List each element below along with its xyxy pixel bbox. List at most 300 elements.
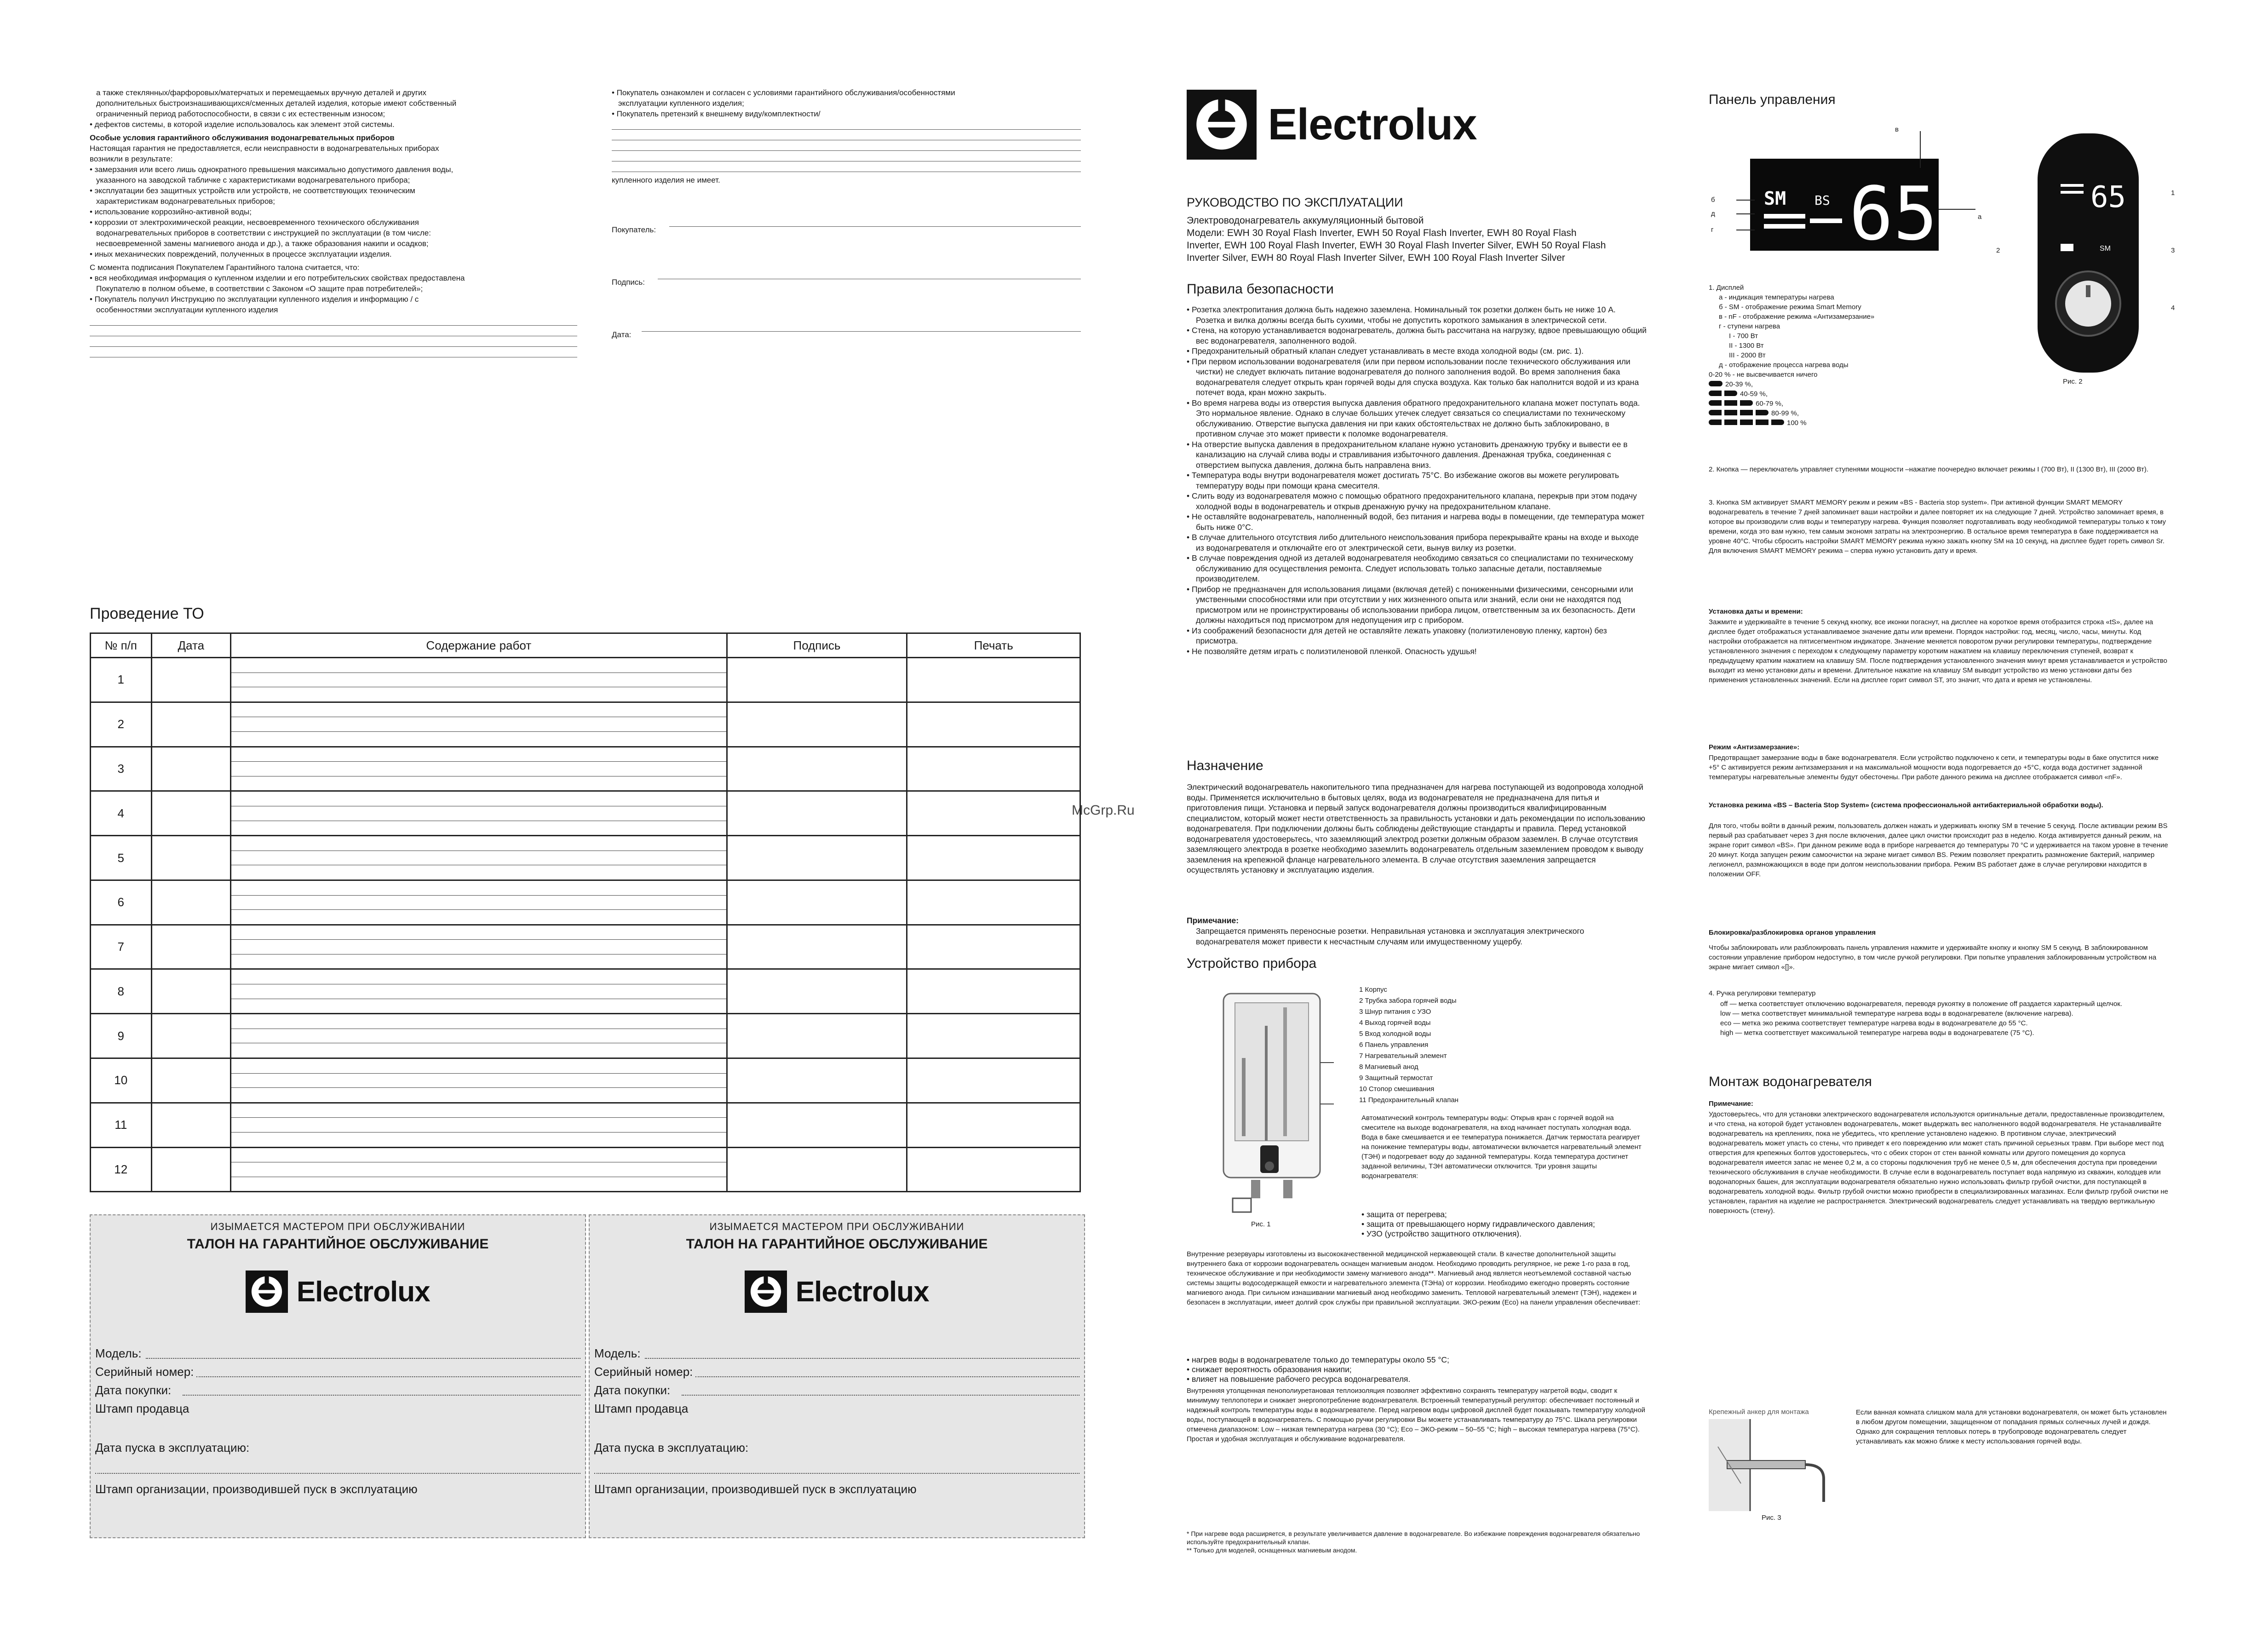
safety-item: • На отверстие выпуска давления в предохранительном клапане нужно установить дренажную трубку и вывести ее в канализацию на случай слива воды и стравливания избыточного давления. Дренажная трубка, соединенная с отверстием выпуска давления, должна быть направлена вниз. (1187, 439, 1647, 471)
to-content-line[interactable] (231, 776, 726, 791)
to-content-line[interactable] (231, 1059, 726, 1074)
protection-list (1361, 1210, 1647, 1239)
to-row-content[interactable] (230, 1014, 727, 1058)
bs-text: Для того, чтобы войти в данный режим, пользователь должен нажать и удерживать кнопку SM в течение 5 секунд. После активации режим BS первый раз срабатывает через 3 дня после включения, далее цикл очистки происходит раз в неделю. Когда активируется данный режим, на экране горит символ «BS». При данном режиме вода в приборе нагревается до температуры 70 °С и удерживается на таком уровне в течение 20 минут. Когда запущен режим самоочистки на экране мигает символ BS. Режим позволяет прекратить размножение бактерий, например легионелл, размножающихся в воде при долгом неиспользовании прибора. Режим BS работает даже в случае регулировки находится в положении OFF. (1709, 822, 2168, 878)
control-panel-diagram (2015, 133, 2162, 377)
display-icon (1718, 122, 2003, 274)
to-content-line[interactable] (231, 1118, 726, 1133)
progress-20-label: 20-39 %, (1725, 380, 1753, 388)
electrolux-logo-icon (1187, 90, 1257, 160)
to-content-line[interactable] (231, 1043, 726, 1058)
to-content-line[interactable] (231, 1133, 726, 1147)
to-content-line[interactable] (231, 717, 726, 732)
intro-line: ограниченный период работоспособности, в связи с их естественным износом; (96, 109, 385, 118)
progress-40 (1709, 389, 1985, 399)
device-title: Устройство прибора (1187, 956, 1317, 971)
coupon-serial[interactable] (594, 1365, 1079, 1379)
to-row-stamp[interactable] (907, 791, 1080, 836)
progress-20 (1709, 379, 1985, 389)
note-text: Запрещается применять переносные розетки. Неправильная установка и эксплуатация электрического водонагревателя может привести к несчастным случаям или имущественному ущербу. (1196, 926, 1585, 946)
special-line: • использование коррозийно-активной воды; (90, 207, 252, 216)
safety-item: • Предохранительный обратный клапан следует устанавливать в месте входа холодной воды (см. рис. 1). (1187, 346, 1647, 356)
special-line: несвоевременной замены магниевого анода и др.), а также образования накипи и осадков; (96, 239, 429, 248)
to-row-date[interactable] (151, 791, 230, 836)
safety-item: • Во время нагрева воды из отверстия выпуска давления обратного предохранительного клапана может поступать вода. Это нормальное явление. Однако в случае больших утечек следует связаться со специалистами по техническому обслуживанию. Отверстие выпуска давления ни при каких обстоятельствах не должно быть заблокировано, в противном случае это может привести к поломке водонагревателя. (1187, 398, 1647, 439)
safety-item: • Розетка электропитания должна быть надежно заземлена. Номинальный ток розетки должен быть не ниже 10 А. Розетка и вилка должны всегда быть сухими, чтобы не допустить короткого замыкания в электрической сети. (1187, 305, 1647, 325)
panel-digits-text: 65 (2090, 180, 2126, 214)
to-row-signature[interactable] (727, 747, 907, 791)
to-row-number: 10 (91, 1058, 152, 1103)
to-row (91, 791, 1080, 836)
to-row-stamp[interactable] (907, 880, 1080, 925)
blank-line[interactable] (612, 151, 1081, 161)
to-row-content[interactable] (230, 747, 727, 791)
knob-title: 4. Ручка регулировки температур (1709, 989, 1816, 997)
power-knob-text: 2. Кнопка — переключатель управляет ступенями мощности –нажатие поочередно включает режимы I (700 Вт), II (1300 Вт), III (2000 Вт). (1709, 466, 2149, 473)
buyer-field[interactable] (669, 226, 1081, 227)
eco-item: • влияет на повышение рабочего ресурса водонагревателя. (1187, 1374, 1647, 1384)
blank-line[interactable] (612, 140, 1081, 151)
manual-header (1187, 195, 1651, 264)
parts-list (1359, 984, 1458, 1106)
purpose-title: Назначение (1187, 758, 1263, 773)
models-line: Inverter, EWH 100 Royal Flash Inverter, EWH 30 Royal Flash Inverter Silver, EWH 50 Royal Flash (1187, 240, 1606, 251)
to-row-date[interactable] (151, 836, 230, 880)
to-row-number: 8 (91, 969, 152, 1014)
to-row (91, 836, 1080, 880)
display-diagram (1718, 122, 2003, 274)
warranty-intro (90, 87, 577, 357)
display-digits-text: 65 (1849, 171, 1938, 257)
coupon-purchase-date[interactable] (594, 1383, 1079, 1397)
to-row-stamp[interactable] (907, 658, 1080, 702)
coupon-seller-stamp: Штамп продавца (594, 1402, 689, 1415)
coupon-launch-date: Дата пуска в эксплуатацию: (95, 1441, 250, 1455)
warranty-coupon-2 (589, 1214, 1085, 1538)
protection-item: • защита от превышающего норму гидравлического давления; (1361, 1219, 1647, 1229)
knob-list (1720, 999, 2169, 1038)
to-header-stamp: Печать (907, 633, 1080, 658)
antifreeze-text: Предотвращает замерзание воды в баке водонагревателя. Если устройство подключено к сети, и температуры воды в баке опустится ниже +5° С активируется режим антизамерзания и на максимальной мощности вода подогревается до +5°С, когда вода достигнет заданной температуры нагревательные элементы будут обесточены. При работе данного режима на дисплее отображается символ «nF». (1709, 754, 2159, 781)
display-bs-text: BS (1814, 193, 1830, 208)
safety-item: • Не оставляйте водонагреватель, наполненный водой, без питания и нагрева воды в помещении, где температура может быть ниже 0°С. (1187, 512, 1647, 532)
display-item: II - 1300 Вт (1729, 342, 1764, 350)
to-row-number: 9 (91, 1014, 152, 1058)
to-content-line[interactable] (231, 747, 726, 762)
to-row-number: 3 (91, 747, 152, 791)
sign-label: Подпись: (612, 278, 645, 287)
to-content-line[interactable] (231, 673, 726, 688)
coupon-purchase-label: Дата покупки: (95, 1383, 172, 1397)
lock-title: Блокировка/разблокировка органов управления (1709, 929, 1876, 937)
to-row-stamp[interactable] (907, 702, 1080, 747)
footnotes (1187, 1529, 1647, 1554)
brand-name: Electrolux (1268, 100, 1477, 149)
to-row-content[interactable] (230, 702, 727, 747)
heater-diagram (1214, 989, 1334, 1219)
display-item: а - индикация температуры нагрева (1719, 293, 1834, 301)
models-line: Inverter Silver, EWH 80 Royal Flash Inverter Silver, EWH 100 Royal Flash Inverter Silver (1187, 253, 1565, 263)
mid-line: • Покупатель ознакомлен и согласен с условиями гарантийного обслуживания/особенностями (612, 88, 955, 97)
date-label: Дата: (612, 330, 632, 339)
to-row-signature[interactable] (727, 1058, 907, 1103)
coupon-title: ТАЛОН НА ГАРАНТИЙНОЕ ОБСЛУЖИВАНИЕ (187, 1236, 489, 1252)
to-row-date[interactable] (151, 702, 230, 747)
to-row-date[interactable] (151, 658, 230, 702)
eco-list (1187, 1355, 1647, 1384)
to-content-line[interactable] (231, 1029, 726, 1044)
date-field[interactable] (642, 331, 1081, 332)
product-name: Электроводонагреватель аккумуляционный бытовой (1187, 215, 1424, 226)
fig1-caption: Рис. 1 (1251, 1220, 1271, 1228)
to-row (91, 1103, 1080, 1147)
display-letter-b: б (1711, 196, 1715, 204)
to-row-content[interactable] (230, 836, 727, 880)
footnote: * При нагреве вода расширяется, в результате увеличивается давление в водонагревателе. Во избежание повреждения водонагревателя обязательно используйте предохранительный клапан. (1187, 1530, 1640, 1546)
to-content-line[interactable] (231, 1104, 726, 1118)
protection-item: • защита от перегрева; (1361, 1210, 1647, 1219)
special-line: • замерзания или всего лишь однократного превышения максимально допустимого давления воды, (90, 165, 454, 174)
part-item: 10 Стопор смешивания (1359, 1085, 1435, 1093)
to-content-line[interactable] (231, 821, 726, 835)
part-item: 4 Выход горячей воды (1359, 1019, 1431, 1027)
to-header-date: Дата (151, 633, 230, 658)
mount-title: Монтаж водонагревателя (1709, 1074, 1872, 1089)
to-row-content[interactable] (230, 1103, 727, 1147)
fig3-caption: Рис. 3 (1762, 1514, 1781, 1522)
electrolux-logo-icon (246, 1271, 288, 1313)
special-line: характеристикам водонагревательных приборов; (96, 197, 276, 206)
to-row-date[interactable] (151, 1014, 230, 1058)
to-row-content[interactable] (230, 791, 727, 836)
lock-text: Чтобы заблокировать или разблокировать панель управления нажмите и удерживайте кнопку и кнопку SM 5 секунд. В заблокированном состоянии управление прибором недоступно, в том числе ручкой регулировки. При попытке управления заблокированным устройством на экране мигает символ «[]». (1709, 944, 2157, 971)
coupon-model[interactable] (594, 1346, 1079, 1361)
panel-callout-1: 1 (2171, 189, 2175, 197)
to-content-line[interactable] (231, 984, 726, 999)
safety-title: Правила безопасности (1187, 282, 1334, 297)
to-content-line[interactable] (231, 1074, 726, 1088)
display-letter-g: г (1711, 226, 1714, 234)
coupon-model-label: Модель: (95, 1346, 142, 1360)
bath-text: Если ванная комната слишком мала для установки водонагревателя, он может быть установлен в любом другом помещении, защищенном от попадания прямых солнечных лучей и дождя. Однако для сокращения тепловых потерь в трубопроводе водонагреватель следует устанавливать как можно ближе к месту использования горячей воды. (1856, 1409, 2167, 1445)
progress-60-label: 60-79 %, (1756, 400, 1784, 408)
part-item: 11 Предохранительный клапан (1359, 1096, 1458, 1104)
safety-item: • Прибор не предназначен для использования лицами (включая детей) с пониженными физическими, сенсорными или умственными способностями или при отсутствии у них жизненного опыта или знаний, если они не находятся под присмотром или не проинструктированы об использовании прибора лицом, ответственным за их безопасность. Дети должны находиться под присмотром для недопущения игр с прибором. (1187, 584, 1647, 626)
to-content-line[interactable] (231, 1148, 726, 1163)
part-item: 3 Шнур питания с УЗО (1359, 1008, 1431, 1016)
to-row-date[interactable] (151, 1147, 230, 1192)
to-row-date[interactable] (151, 1058, 230, 1103)
to-row-date[interactable] (151, 969, 230, 1014)
display-letter-v: в (1895, 126, 1899, 133)
coupon-line[interactable] (594, 1473, 1079, 1474)
to-row-signature[interactable] (727, 969, 907, 1014)
to-header-content: Содержание работ (230, 633, 727, 658)
blank-line[interactable] (90, 315, 577, 326)
progress-80-label: 80-99 %, (1771, 409, 1799, 417)
to-title: Проведение ТО (90, 605, 204, 622)
special-line: • коррозии от электрохимической реакции, несвоевременного технического обслуживания (90, 218, 419, 227)
watermark: McGrp.Ru (1072, 803, 1135, 818)
coupon-org-stamp: Штамп организации, производившей пуск в эксплуатацию (95, 1482, 418, 1496)
to-row-content[interactable] (230, 925, 727, 969)
to-row-signature[interactable] (727, 791, 907, 836)
mount-note: Примечание: (1709, 1100, 1753, 1108)
to-content-line[interactable] (231, 1177, 726, 1191)
to-row (91, 1058, 1080, 1103)
to-row-stamp[interactable] (907, 1147, 1080, 1192)
display-item: г - ступени нагрева (1719, 322, 1780, 330)
to-content-line[interactable] (231, 658, 726, 673)
to-row-content[interactable] (230, 969, 727, 1014)
to-content-line[interactable] (231, 970, 726, 984)
to-row-stamp[interactable] (907, 1058, 1080, 1103)
to-header-signature: Подпись (727, 633, 907, 658)
coupon-model[interactable] (95, 1346, 580, 1361)
to-content-line[interactable] (231, 1162, 726, 1177)
progress-40-label: 40-59 %, (1740, 390, 1768, 398)
to-content-line[interactable] (231, 999, 726, 1013)
blank-line[interactable] (612, 119, 1081, 130)
to-content-line[interactable] (231, 851, 726, 866)
coupon-brand: Electrolux (296, 1276, 430, 1308)
mid-line: эксплуатации купленного изделия; (618, 99, 744, 108)
part-item: 7 Нагревательный элемент (1359, 1052, 1447, 1060)
part-item: 8 Магниевый анод (1359, 1063, 1418, 1071)
to-row-stamp[interactable] (907, 925, 1080, 969)
to-row-number: 1 (91, 658, 152, 702)
safety-list (1187, 305, 1647, 656)
to-row-signature[interactable] (727, 836, 907, 880)
to-content-line[interactable] (231, 926, 726, 940)
coupon-seller-stamp: Штамп продавца (95, 1402, 189, 1415)
display-item: в - nF - отображение режима «Антизамерзание» (1719, 313, 1875, 321)
intro-line: • дефектов системы, в которой изделие использовалось как элемент этой системы. (90, 120, 395, 129)
sm-knob-text: 3. Кнопка SM активирует SMART MEMORY режим и режим «BS - Bacteria stop system». При активной функции SMART MEMORY водонагреватель в течение 7 дней запоминает ваши настройки и далее повторяет их на следующие 7 дней. Устройство запоминает время, в которое вы производили слив воды и температуру нагрева. Функция позволяет подготавливать воду необходимой температуры только к тому времени, когда это вам нужно, тем самым экономя затраты на электроэнергию. В остальное время температура в баке поддерживается на уровне 40°С. Чтобы сбросить настройки SMART MEMORY режима нужно зажать кнопку SM на 10 секунд, на дисплее будет гореть символ Sr. Для включения SMART MEMORY режима – сперва нужно установить дату и время. (1709, 499, 2166, 555)
to-content-line[interactable] (231, 896, 726, 910)
panel-sm-text: SM (2100, 245, 2111, 253)
progress-100 (1709, 418, 1985, 428)
to-row (91, 1147, 1080, 1192)
to-row-date[interactable] (151, 1103, 230, 1147)
bs-title: Установка режима «BS – Bacteria Stop System» (система профессиональной антибактериальной обработки воды). (1709, 801, 2103, 809)
to-row-date[interactable] (151, 747, 230, 791)
safety-item: • Слить воду из водонагревателя можно с помощью обратного предохранительного клапана, перекрыв при этом подачу холодной воды в водонагреватель и открыв дренажную ручку на предохранительном клапане. (1187, 491, 1647, 512)
to-header-num: № п/п (91, 633, 152, 658)
display-letter-a: а (1978, 213, 1982, 221)
coupon-purchase-date[interactable] (95, 1383, 580, 1397)
buyer-label: Покупатель: (612, 225, 656, 234)
to-row-stamp[interactable] (907, 1103, 1080, 1147)
coupon-org-stamp: Штамп организации, производившей пуск в эксплуатацию (594, 1482, 917, 1496)
auto-control-text: Автоматический контроль температуры воды: Открыв кран с горячей водой на смесителе на выходе водонагревателя, на вход начинает поступать холодная вода. Вода в баке смешивается и ее температура понижается. Датчик термостата реагирует на понижение температуры воды, автоматически включается нагревательный элемент (ТЭН) и подогревает воду до заданной температуры. Когда температура достигнет заданной величины, ТЭН автоматически отключится. Три уровня защиты водонагревателя: (1361, 1114, 1642, 1180)
to-row-date[interactable] (151, 880, 230, 925)
to-row-number: 2 (91, 702, 152, 747)
to-content-line[interactable] (231, 703, 726, 718)
safety-item: • Стена, на которую устанавливается водонагреватель, должна быть рассчитана на нагрузку, вдвое превышающую общий вес водонагревателя, заполненного водой. (1187, 325, 1647, 346)
to-row-signature[interactable] (727, 880, 907, 925)
blank-line[interactable] (612, 130, 1081, 140)
to-row-signature[interactable] (727, 1147, 907, 1192)
display-item: III - 2000 Вт (1729, 351, 1766, 359)
to-content-line[interactable] (231, 1088, 726, 1102)
models-line: Модели: EWH 30 Royal Flash Inverter, EWH 50 Royal Flash Inverter, EWH 80 Royal Flash (1187, 228, 1577, 238)
coupon-serial-label: Серийный номер: (594, 1365, 693, 1379)
signing-line: • вся необходимая информация о купленном изделии и его потребительских свойствах предоставлена (90, 274, 465, 282)
blank-line[interactable] (612, 161, 1081, 172)
progress-60 (1709, 399, 1985, 408)
fig2-caption: Рис. 2 (2063, 378, 2083, 385)
time-text: Зажмите и удерживайте в течение 5 секунд кнопку, все иконки погаснут, на дисплее на короткое время отобразится строка «tS», далее на дисплее будет отображаться устанавливаемое значение даты или времени. Порядок настройки: год, месяц, число, часы, минуты. Код настройки отображается на пятисегментном индикаторе. Значение меняется поворотом ручки регулировки температуры, подтверждение установленного значения с переходом к следующему параметру коротким нажатием на клавишу переключения ступеней, возврат к предыдущему кратким нажатием на клавишу SM. После подтверждения установленного значения минут время устанавливается и устройство выходит из меню установки даты и времени. Длительное нажатие на клавишу SM выводит устройство из меню установки даты без применения установленных значений. Если на дисплее горит символ ST, это значит, что дата и время не установлены. (1709, 618, 2167, 684)
to-row-number: 4 (91, 791, 152, 836)
special-line: возникли в результате: (90, 155, 173, 163)
to-row (91, 1014, 1080, 1058)
to-table (90, 632, 1081, 1192)
coupon-title: ТАЛОН НА ГАРАНТИЙНОЕ ОБСЛУЖИВАНИЕ (686, 1236, 988, 1252)
blank-line[interactable] (90, 347, 577, 357)
note-label: Примечание: (1187, 916, 1239, 925)
display-item: I - 700 Вт (1729, 332, 1758, 340)
to-row-date[interactable] (151, 925, 230, 969)
signing-title: С момента подписания Покупателем Гарантийного талона считается, что: (90, 263, 360, 272)
panel-callout-3: 3 (2171, 247, 2175, 254)
to-content-line[interactable] (231, 792, 726, 806)
coupon-purchase-label: Дата покупки: (594, 1383, 671, 1397)
footnote: ** Только для моделей, оснащенных магниевым анодом. (1187, 1547, 1357, 1554)
inner-tank-text: Внутренние резервуары изготовлены из высококачественной медицинской нержавеющей стали. В качестве дополнительной защиты внутреннего бака от коррозии водонагреватель оснащен магниевым анодом. Необходимо проводить регулярное, не реже 1-го раза в год, техническое обслуживание и при необходимости замену магниевого анода**. Магниевый анод является неотъемлемой составной частью системы защиты водосодержащей емкости и нагревательного элемента (ТЭНа) от коррозии. Необходимо ежегодно проверять состояние магниевого анода. При сильном изнашивании магниевый анод необходимо заменить. Тепловой нагревательный элемент (ТЭН), надежен и безопасен в эксплуатации, имеет долгий срок службы при правильной эксплуатации. ЭКО-режим (Eco) на панели управления обеспечивает: (1187, 1250, 1641, 1306)
to-row-content[interactable] (230, 658, 727, 702)
safety-item: • При первом использовании водонагревателя (или при первом использовании после технического обслуживания или чистки) не следует включать питание водонагревателя до полного заполнения водой. Во время заполнения бака водонагревателя следует открыть кран горячей воды для спуска воздуха. Как только бак наполнится водой и из крана потечет вода, кран можно закрыть. (1187, 356, 1647, 398)
to-row-content[interactable] (230, 880, 727, 925)
insulation-text: Внутренняя утолщенная пенополиуретановая теплоизоляция позволяет эффективно сохранять температуру нагретой воды, сводит к минимуму теплопотери и снижает энергопотребление водонагревателя. Встроенный температурный регулятор: обеспечивает постоянный и надежный контроль температуры воды в водонагревателе. Перед нагревом воды цифровой дисплей будет показывать температуру холодной воды, поступающей в водонагреватель. С помощью ручки регулировки Вы можете устанавливать температуру до 75°С. Шкала регулировки отмечена диапазоном: Low – низкая температура нагрева (30 °С); Eco – ЭКО-режим – 50–55 °С; high – высокая температура нагрева (75°С). Простая и удобная эксплуатация и обслуживание водонагревателя. (1187, 1387, 1646, 1443)
intro-line: дополнительных быстроизнашивающихся/сменных деталей изделия, которые имеют собственный (96, 99, 457, 108)
to-row (91, 880, 1080, 925)
safety-item: • В случае длительного отсутствия либо длительного неиспользования прибора перекрывайте краны на входе и выходе из водонагревателя и отключайте его от электрической сети, вынув вилку из розетки. (1187, 532, 1647, 553)
to-content-line[interactable] (231, 836, 726, 851)
safety-item: • В случае повреждения одной из деталей водонагревателя необходимо связаться со специалистами по техническому обслуживанию для осуществления ремонта. Следует использовать только запасные детали, поставляемые производителем. (1187, 553, 1647, 584)
signing-line: Покупателю в полном объеме, в соответствии с Законом «О защите прав потребителей»; (96, 284, 423, 293)
to-row-signature[interactable] (727, 925, 907, 969)
part-item: 9 Защитный термостат (1359, 1074, 1433, 1082)
to-row-number: 11 (91, 1103, 152, 1147)
to-content-line[interactable] (231, 732, 726, 746)
heater-icon (1214, 989, 1334, 1219)
part-item: 1 Корпус (1359, 986, 1387, 994)
to-content-line[interactable] (231, 865, 726, 880)
coupon-brand: Electrolux (795, 1276, 929, 1308)
to-content-line[interactable] (231, 687, 726, 701)
antifreeze-title: Режим «Антизамерзание»: (1709, 743, 1800, 751)
warranty-acknowledgement (612, 87, 1081, 185)
display-letter-d: д (1711, 210, 1715, 218)
purpose-text: Электрический водонагреватель накопительного типа предназначен для нагрева поступающей из водопровода холодной воды. Применяется исключительно в бытовых целях, вода из водонагревателя не предназначена для питья и приготовления пищи. Установка и первый запуск водонагревателя должны производиться квалифицированным специалистом, который может нести ответственность за правильность установки и дать рекомендации по использованию водонагревателя. При подключении должны быть соблюдены действующие стандарты и правила. Перед установкой водонагревателя удостоверьтесь, что заземляющий электрод розетки должным образом заземлен. В случае отсутствия заземляющего электрода в розетке необходимо заземлить водонагреватель отдельным заземлением проводом к выводу заземления на крепежной фланце нагревательного элемента. В случае отсутствия заземления запрещается осуществлять установку и эксплуатацию изделия. (1187, 782, 1645, 874)
coupon-serial-label: Серийный номер: (95, 1365, 194, 1379)
to-content-line[interactable] (231, 762, 726, 776)
to-row (91, 969, 1080, 1014)
coupon-line[interactable] (95, 1473, 580, 1474)
progress-80 (1709, 408, 1985, 418)
to-row-stamp[interactable] (907, 747, 1080, 791)
to-row-number: 12 (91, 1147, 152, 1192)
to-row-content[interactable] (230, 1058, 727, 1103)
to-content-line[interactable] (231, 940, 726, 954)
display-item: 0-20 % - не высвечивается ничего (1709, 371, 1818, 379)
coupon-serial[interactable] (95, 1365, 580, 1379)
eco-item: • нагрев воды в водонагревателе только до температуры около 55 °С; (1187, 1355, 1647, 1365)
panel-callout-2: 2 (1996, 247, 2000, 254)
knob-item: eco — метка эко режима соответствует температуре нагрева воды в водонагревателе до 55 °С. (1720, 1019, 2028, 1027)
special-line: Настоящая гарантия не предоставляется, если неисправности в водонагревательных приборах (90, 144, 439, 153)
coupon-logo (590, 1271, 1084, 1313)
control-panel-icon (2015, 133, 2162, 377)
mid-line: • Покупатель претензий к внешнему виду/комплектности/ (612, 109, 821, 118)
to-row-signature[interactable] (727, 1103, 907, 1147)
to-row-number: 6 (91, 880, 152, 925)
anchor-icon (1709, 1419, 1833, 1511)
special-line: водонагревательных приборов в соответствии с инструкцией по эксплуатации (в том числе: (96, 229, 431, 237)
progress-100-label: 100 % (1787, 419, 1807, 427)
to-content-line[interactable] (231, 806, 726, 821)
safety-item: • Не позволяйте детям играть с полиэтиленовой пленкой. Опасность удушья! (1187, 646, 1647, 657)
to-content-line[interactable] (231, 910, 726, 924)
anchor-label: Крепежный анкер для монтажа (1709, 1408, 1809, 1416)
mount-text: Удостоверьтесь, что для установки электрического водонагревателя используются оригинальные детали, предоставленные производителем, и что стена, на которой будет установлен водонагреватель, может выдержать вес наполненного водой водонагревателя. Не устанавливайте водонагреватель на креплениях, пока не убедитесь, что крепление установлено надежно. В противном случае, электрический водонагреватель может упасть со стены, что приведет к его повреждению или может стать причиной серьезных травм. При выборе мест под отверстия для крепежных болтов удостоверьтесь, что с обеих сторон от стен ванной комнаты или другого помещения до корпуса водонагревателя имеется запас не менее 0,2 м, а со стороны подключения труб не менее 0,5 м, для обеспечения доступа при проведении технического обслуживания в случае необходимости. В случае если в водонагреватель поступает вода напрямую из скважин, колодцев или водонапорных башен, для эксплуатации водонагревателя обязательно нужно использовать фильтр грубой очистки, для поступающей в водонагреватель холодной воды. Фильтр грубой очистки можно приобрести в специализированных магазинах. Если фильтр грубой очистки не установлен, гарантия на изделие не распространяется. Электрический водонагреватель следует устанавливать на твердую вертикальную поверхность (стену). (1709, 1110, 2168, 1215)
safety-item: • Температура воды внутри водонагревателя может достигать 75°С. Во избежание ожогов вы можете регулировать температуру воды при помощи крана смесителя. (1187, 470, 1647, 491)
coupon-model-label: Модель: (594, 1346, 641, 1360)
coupon-top: ИЗЫМАЕТСЯ МАСТЕРОМ ПРИ ОБСЛУЖИВАНИИ (709, 1221, 965, 1232)
to-row-stamp[interactable] (907, 1014, 1080, 1058)
blank-line[interactable] (90, 326, 577, 336)
to-row-content[interactable] (230, 1147, 727, 1192)
to-row (91, 747, 1080, 791)
warranty-coupon-1 (90, 1214, 586, 1538)
to-row-stamp[interactable] (907, 836, 1080, 880)
to-row-signature[interactable] (727, 702, 907, 747)
special-title: Особые условия гарантийного обслуживания водонагревательных приборов (90, 133, 395, 142)
to-row (91, 658, 1080, 702)
eco-item: • снижает вероятность образования накипи; (1187, 1365, 1647, 1374)
part-item: 2 Трубка забора горячей воды (1359, 997, 1457, 1005)
knob-item: high — метка соответствует максимальной температуре нагрева воды в водонагревателе (75 °С). (1720, 1029, 2034, 1037)
to-row-signature[interactable] (727, 658, 907, 702)
display-legend (1709, 283, 1985, 428)
to-row-stamp[interactable] (907, 969, 1080, 1014)
protection-item: • УЗО (устройство защитного отключения). (1361, 1229, 1647, 1239)
to-row-signature[interactable] (727, 1014, 907, 1058)
panel-callout-4: 4 (2171, 304, 2175, 312)
part-item: 6 Панель управления (1359, 1041, 1429, 1049)
to-content-line[interactable] (231, 881, 726, 896)
display-item: 1. Дисплей (1709, 284, 1744, 292)
brand-header (1187, 90, 1477, 160)
special-line: • эксплуатации без защитных устройств или устройств, не соответствующих техническим (90, 186, 415, 195)
anchor-diagram (1709, 1419, 1833, 1511)
blank-line[interactable] (90, 336, 577, 347)
signing-line: особенностями эксплуатации купленного изделия (96, 305, 278, 314)
manual-title: РУКОВОДСТВО ПО ЭКСПЛУАТАЦИИ (1187, 195, 1403, 209)
coupon-top: ИЗЫМАЕТСЯ МАСТЕРОМ ПРИ ОБСЛУЖИВАНИИ (210, 1221, 465, 1232)
signing-line: • Покупатель получил Инструкцию по эксплуатации купленного изделия и информацию / с (90, 295, 419, 304)
knob-item: low — метка соответствует минимальной температуре нагрева воды в водонагревателе (включение нагрева). (1720, 1010, 2073, 1018)
to-row (91, 925, 1080, 969)
coupon-logo (91, 1271, 585, 1313)
to-content-line[interactable] (231, 954, 726, 969)
display-item: б - SM - отображение режима Smart Memory (1719, 303, 1861, 311)
safety-item: • Из соображений безопасности для детей не оставляйте лежать упаковку (полиэтиленовую пленку, картон) без присмотра. (1187, 626, 1647, 646)
electrolux-logo-icon (745, 1271, 787, 1313)
to-content-line[interactable] (231, 1014, 726, 1029)
time-title: Установка даты и времени: (1709, 608, 1803, 615)
